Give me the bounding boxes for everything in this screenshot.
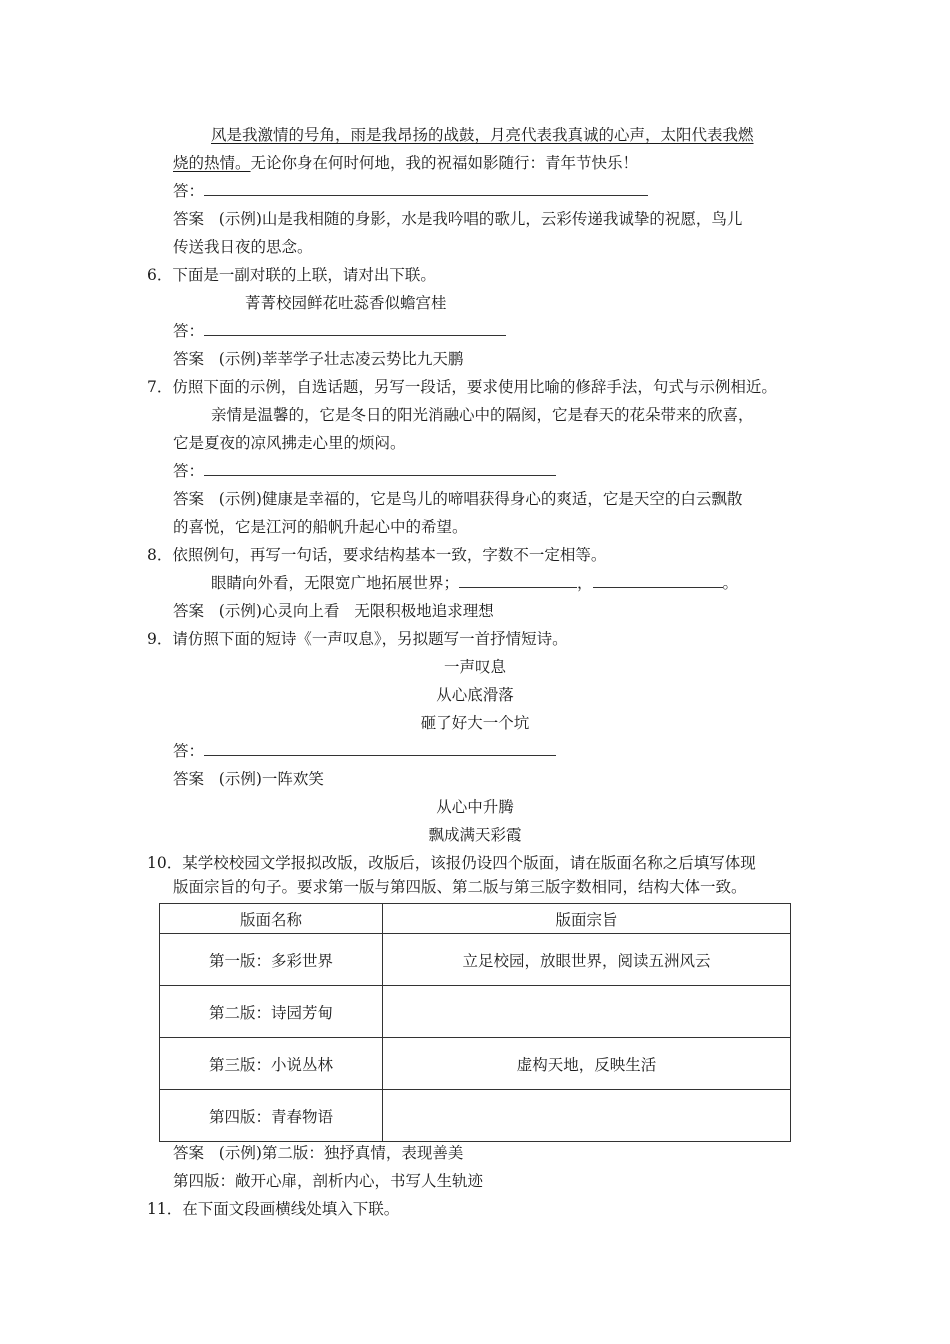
q7-key-text-1: (示例)健康是幸福的，它是鸟儿的啼唱获得身心的爽适，它是天空的白云飘散	[218, 490, 743, 508]
q5-answer-blank[interactable]	[204, 181, 648, 196]
q8-period: 。	[722, 574, 739, 592]
q5-underlined-text-1: 风是我激情的号角，雨是我昂扬的战鼓，月亮代表我真诚的心声，太阳代表我燃	[211, 126, 754, 144]
q5-key-line2: 传送我日夜的思念。	[173, 238, 313, 256]
q9-poem-line2: 从心底滑落	[436, 686, 514, 704]
q7-answer-blank[interactable]	[204, 461, 556, 476]
q11-number: 11．	[147, 1200, 183, 1218]
table-cell-purpose: 立足校园，放眼世界，阅读五洲风云	[383, 934, 791, 986]
q8-key-part2: 无限积极地追求理想	[354, 602, 494, 620]
q10-prompt-1: 某学校校园文学报拟改版，改版后，该报仍设四个版面，请在版面名称之后填写体现	[182, 854, 756, 872]
q6-prompt: 下面是一副对联的上联，请对出下联。	[172, 266, 436, 284]
table-cell-purpose: 虚构天地，反映生活	[383, 1038, 791, 1090]
q9-key-label: 答案	[173, 770, 205, 788]
q9-prompt-line	[147, 628, 568, 650]
q8-comma: ，	[577, 574, 593, 592]
q5-answer-label: 答：	[173, 182, 205, 200]
q8-prompt-line	[147, 544, 606, 566]
q8-key-line	[173, 600, 494, 622]
q6-key-line	[173, 348, 463, 370]
q6-prompt-line	[147, 264, 436, 286]
q11-prompt-line	[147, 1198, 399, 1220]
q8-key-part1: (示例)心灵向上看	[218, 602, 340, 620]
q5-answer-line	[173, 180, 648, 202]
q5-stem-line2	[173, 152, 638, 174]
q9-poem-line3: 砸了好大一个坑	[420, 714, 530, 732]
q7-answer-line	[173, 460, 556, 482]
table-cell-purpose-blank[interactable]	[383, 986, 791, 1038]
q7-example-line1: 亲情是温馨的，它是冬日的阳光消融心中的隔阂，它是春天的花朵带来的欣喜，	[211, 406, 754, 424]
q8-blank-2[interactable]	[593, 573, 723, 588]
q7-key-line1	[173, 488, 742, 510]
q10-key-line2: 第四版：敞开心扉，剖析内心，书写人生轨迹	[173, 1172, 484, 1190]
q9-answer-blank[interactable]	[204, 741, 556, 756]
table-cell-name: 第三版：小说丛林	[160, 1038, 383, 1090]
q10-number: 10．	[147, 854, 183, 872]
q10-prompt-line2: 版面宗旨的句子。要求第一版与第四版、第二版与第三版字数相同，结构大体一致。	[173, 878, 747, 896]
q8-example: 眼睛向外看，无限宽广地拓展世界；	[211, 574, 460, 592]
q7-key-line2: 的喜悦，它是江河的船帆升起心中的希望。	[173, 518, 468, 536]
q7-number: 7．	[147, 378, 173, 396]
q5-key-line1	[173, 208, 742, 230]
q9-key-line	[173, 768, 324, 790]
q7-prompt: 仿照下面的示例，自选话题，另写一段话，要求使用比喻的修辞手法，句式与示例相近。	[172, 378, 777, 396]
q9-key-title: (示例)一阵欢笑	[218, 770, 324, 788]
q8-blank-1[interactable]	[459, 573, 577, 588]
q10-key-label: 答案	[173, 1144, 205, 1162]
table-row	[160, 1090, 791, 1142]
q9-prompt: 请仿照下面的短诗《一声叹息》，另拟题写一首抒情短诗。	[172, 630, 568, 648]
q6-answer-label: 答：	[173, 322, 205, 340]
table-cell-purpose-blank[interactable]	[383, 1090, 791, 1142]
q7-example-line2: 它是夏夜的凉风拂走心里的烦闷。	[173, 434, 406, 452]
q6-answer-line	[173, 320, 506, 342]
q9-key-poem-line1: 从心中升腾	[436, 798, 514, 816]
q9-poem-line1: 一声叹息	[443, 658, 506, 676]
q10-key-text-1: (示例)第二版：独抒真情，表现善美	[218, 1144, 464, 1162]
q11-prompt: 在下面文段画横线处填入下联。	[182, 1200, 400, 1218]
table-row	[160, 986, 791, 1038]
q5-key-label: 答案	[173, 210, 205, 228]
table-row	[160, 1038, 791, 1090]
q10-prompt-line1	[147, 852, 756, 874]
q9-answer-line	[173, 740, 556, 762]
table-cell-name: 第一版：多彩世界	[160, 934, 383, 986]
table-header-name: 版面名称	[160, 904, 383, 934]
q5-stem-rest: 无论你身在何时何地，我的祝福如影随行：青年节快乐！	[250, 154, 639, 172]
table-cell-name: 第四版：青春物语	[160, 1090, 383, 1142]
q5-stem-line1	[211, 124, 754, 146]
q8-number: 8．	[147, 546, 173, 564]
table-cell-name: 第二版：诗园芳甸	[160, 986, 383, 1038]
table-header-row	[160, 904, 791, 934]
q9-number: 9．	[147, 630, 173, 648]
table-header-purpose: 版面宗旨	[383, 904, 791, 934]
q6-key-label: 答案	[173, 350, 205, 368]
q6-number: 6．	[147, 266, 173, 284]
q6-key-text: (示例)莘莘学子壮志凌云势比九天鹏	[218, 350, 464, 368]
q9-key-poem-line2: 飘成满天彩霞	[428, 826, 522, 844]
table-row	[160, 934, 791, 986]
q8-prompt: 依照例句，再写一句话，要求结构基本一致，字数不一定相等。	[172, 546, 607, 564]
q8-example-line	[211, 572, 738, 594]
q7-key-label: 答案	[173, 490, 205, 508]
q5-key-text-1: (示例)山是我相随的身影，水是我吟唱的歌儿，云彩传递我诚挚的祝愿，鸟儿	[218, 210, 743, 228]
q9-answer-label: 答：	[173, 742, 205, 760]
q6-answer-blank[interactable]	[204, 321, 506, 336]
q10-key-line1	[173, 1142, 463, 1164]
q6-couplet: 菁菁校园鲜花吐蕊香似蟾宫桂	[245, 294, 447, 312]
q5-underlined-text-2: 烧的热情。	[173, 154, 251, 172]
q10-table	[159, 903, 791, 1142]
q8-key-label: 答案	[173, 602, 205, 620]
q7-answer-label: 答：	[173, 462, 205, 480]
q7-prompt-line	[147, 376, 777, 398]
